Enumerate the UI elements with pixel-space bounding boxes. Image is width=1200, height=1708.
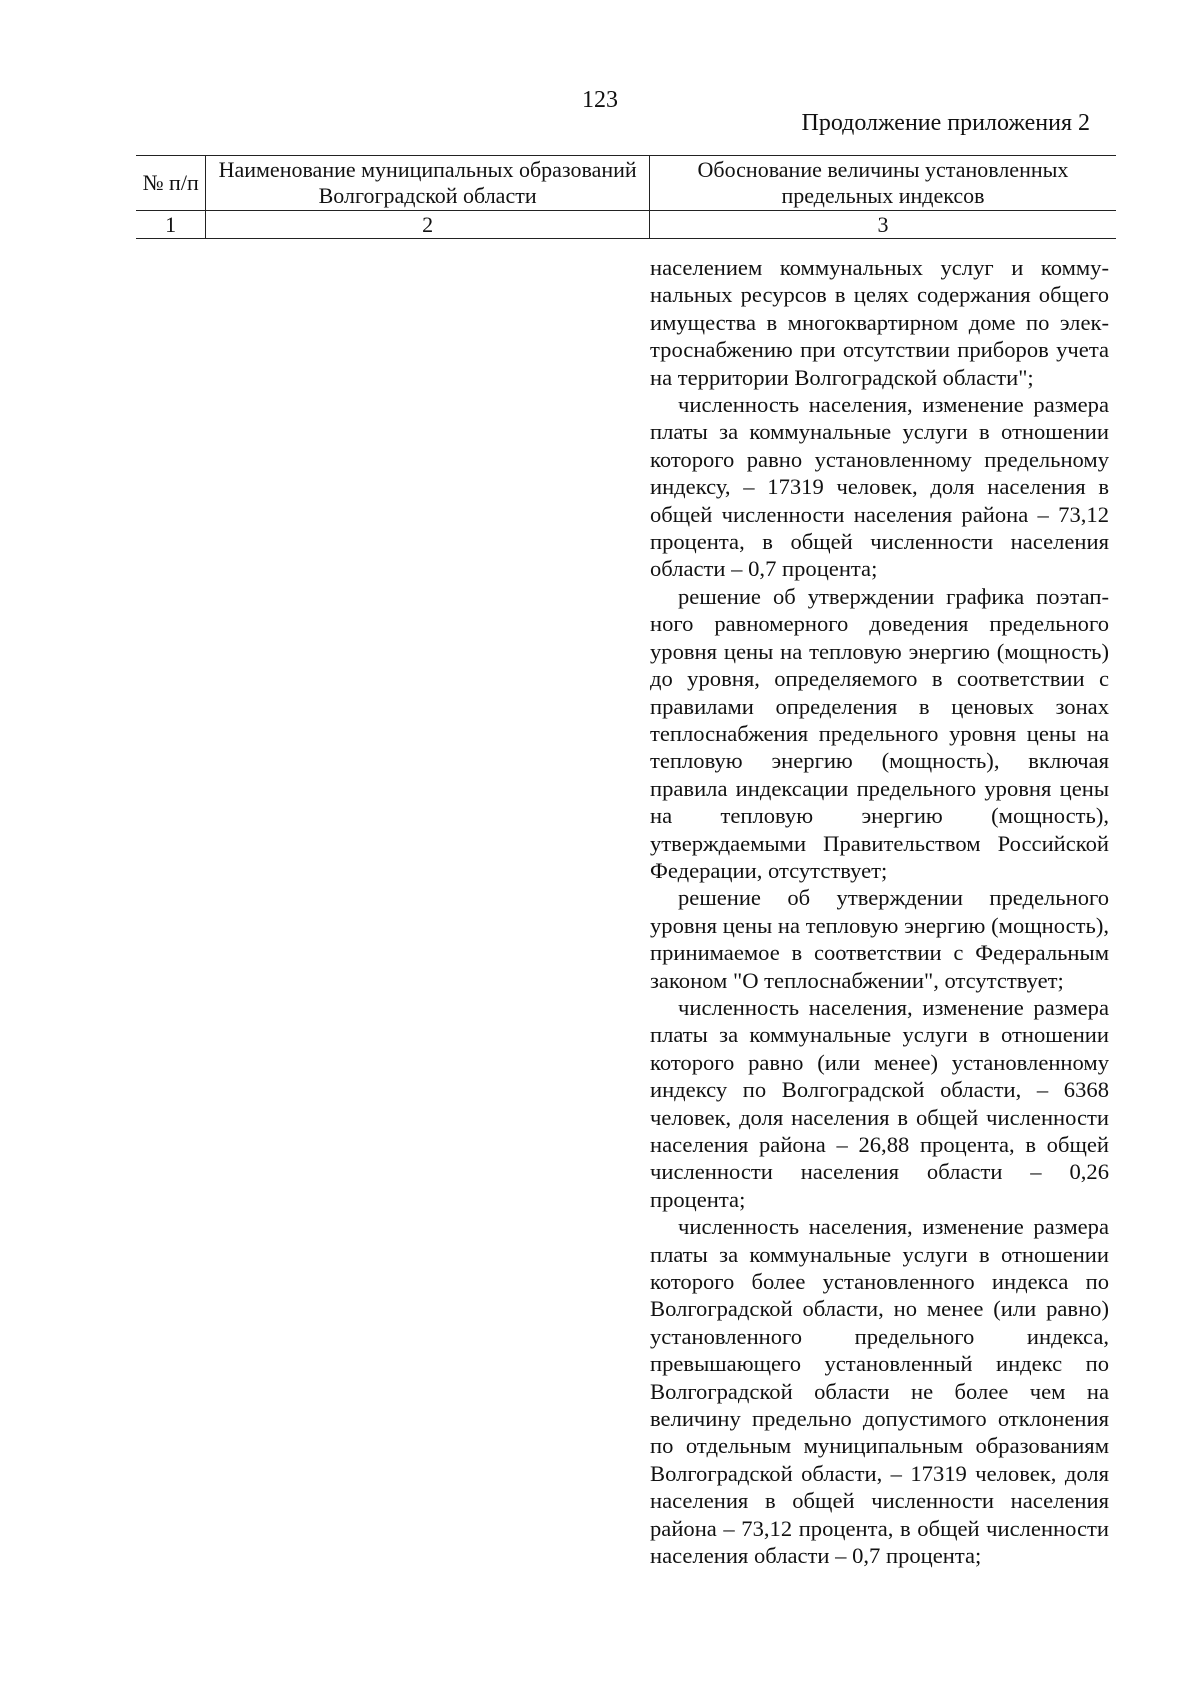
- column-number-row: [136, 211, 1116, 239]
- header-table: [136, 155, 1116, 239]
- paragraph: решение об утверждении предельного уровня цены на тепловую энергию (мощность), принимаемое в соответствии с Федеральным законом "О теплоснабжении", отсутствует;: [650, 885, 1109, 993]
- paragraph: численность населения, изменение размера платы за коммунальные услуги в отношении которого равно (или менее) установленному индексу по Волгоградской области, – 6368 человек, доля населения в общей численности населения района – 26,88 процента, в общей численности населения области – 0,26 процента;: [650, 994, 1109, 1212]
- header-cell-number: № п/п: [136, 156, 206, 211]
- paragraph: численность населения, изменение размера платы за коммунальные услуги в отношении которого более установленного индекса по Волгоградской области, но менее (или равно) установленного предельного индекса, превышающего установленный индекс по Волгоградской области не более чем на величину предельно допустимого отклонения по отдельным муниципальным образованиям Волгоградской области, – 17319 человек, доля населения в общей численности населения района – 73,12 процента, в общей численности населения области – 0,7 процента;: [650, 1214, 1109, 1569]
- column-number-2: 2: [206, 211, 650, 239]
- paragraph: населением коммунальных услуг и коммунальных ресурсов в целях содержания общего имущества в многоквартирном доме по электроснабжению при отсутствии приборов учета на территории Волгоградской области";: [650, 255, 1109, 390]
- continuation-label: Продолжение приложения 2: [801, 110, 1090, 136]
- paragraph: решение об утверждении графика поэтапного равномерного доведения предельного уровня цены на тепловую энергию (мощность) до уровня, определяемого в соответствии с правилами определения в ценовых зонах теплоснабжения предельного уровня цены на тепловую энергию (мощность), включая правила индексации предельного уровня цены на тепловую энергию (мощность), утверждаемыми Правительством Российской Федерации, отсутствует;: [650, 583, 1109, 883]
- column-number-3: 3: [649, 211, 1116, 239]
- justification-text: [650, 254, 1109, 1570]
- paragraph: численность населения, изменение размера платы за коммунальные услуги в отношении которого равно установленному предельному индексу, – 17319 человек, доля населения в общей численности населения района – 73,12 процента, в общей численности населения области – 0,7 процента;: [650, 392, 1109, 582]
- column-number-1: 1: [136, 211, 206, 239]
- header-row: [136, 156, 1116, 211]
- header-cell-municipality: Наименование муниципальных образований Волгоградской области: [206, 156, 650, 211]
- page-number: 123: [582, 87, 618, 113]
- header-cell-justification: Обоснование величины установленных предельных индексов: [649, 156, 1116, 211]
